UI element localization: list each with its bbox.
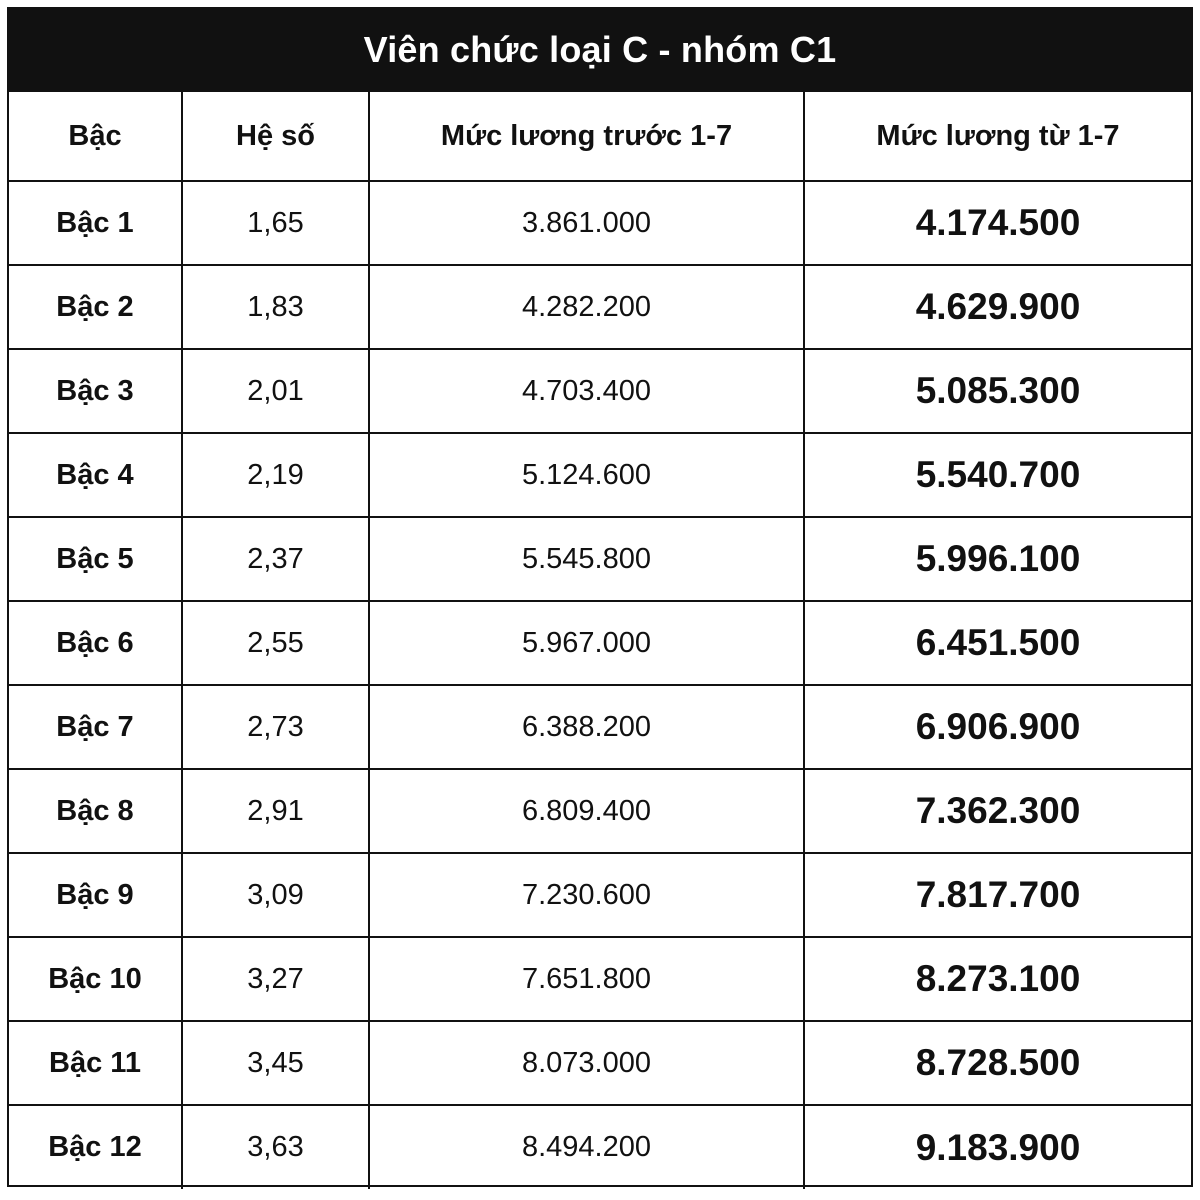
cell-level: Bậc 7 [9, 685, 182, 769]
header-salary-before: Mức lương trước 1-7 [369, 92, 804, 181]
table-row [9, 181, 1191, 265]
header-row [9, 92, 1191, 181]
cell-coefficient: 2,55 [182, 601, 369, 685]
cell-salary-before: 7.230.600 [369, 853, 804, 937]
header-salary-after: Mức lương từ 1-7 [804, 92, 1191, 181]
header-coefficient: Hệ số [182, 92, 369, 181]
cell-level: Bậc 4 [9, 433, 182, 517]
cell-salary-after: 5.540.700 [804, 433, 1191, 517]
cell-salary-after: 5.085.300 [804, 349, 1191, 433]
cell-level: Bậc 6 [9, 601, 182, 685]
cell-coefficient: 2,19 [182, 433, 369, 517]
cell-salary-after: 5.996.100 [804, 517, 1191, 601]
cell-salary-before: 4.282.200 [369, 265, 804, 349]
cell-coefficient: 2,73 [182, 685, 369, 769]
cell-level: Bậc 9 [9, 853, 182, 937]
cell-salary-before: 5.545.800 [369, 517, 804, 601]
cell-salary-before: 3.861.000 [369, 181, 804, 265]
cell-salary-before: 7.651.800 [369, 937, 804, 1021]
cell-coefficient: 2,91 [182, 769, 369, 853]
table-row [9, 265, 1191, 349]
salary-sheet [7, 7, 1193, 1187]
cell-salary-after: 7.817.700 [804, 853, 1191, 937]
table-row [9, 853, 1191, 937]
cell-salary-after: 8.728.500 [804, 1021, 1191, 1105]
cell-level: Bậc 5 [9, 517, 182, 601]
cell-level: Bậc 11 [9, 1021, 182, 1105]
table-row [9, 517, 1191, 601]
cell-coefficient: 2,01 [182, 349, 369, 433]
cell-salary-before: 5.124.600 [369, 433, 804, 517]
cell-salary-before: 5.967.000 [369, 601, 804, 685]
cell-coefficient: 2,37 [182, 517, 369, 601]
cell-salary-after: 7.362.300 [804, 769, 1191, 853]
table-row [9, 685, 1191, 769]
cell-level: Bậc 3 [9, 349, 182, 433]
cell-salary-before: 4.703.400 [369, 349, 804, 433]
table-row [9, 769, 1191, 853]
cell-coefficient: 1,83 [182, 265, 369, 349]
cell-level: Bậc 2 [9, 265, 182, 349]
cell-level: Bậc 8 [9, 769, 182, 853]
table-row [9, 1021, 1191, 1105]
cell-salary-after: 6.451.500 [804, 601, 1191, 685]
cell-salary-after: 8.273.100 [804, 937, 1191, 1021]
cell-level: Bậc 1 [9, 181, 182, 265]
table-title: Viên chức loại C - nhóm C1 [9, 9, 1191, 92]
header-level: Bậc [9, 92, 182, 181]
cell-coefficient: 1,65 [182, 181, 369, 265]
table-row [9, 937, 1191, 1021]
cell-coefficient: 3,27 [182, 937, 369, 1021]
table-row [9, 349, 1191, 433]
cell-salary-before: 6.809.400 [369, 769, 804, 853]
table-body [9, 181, 1191, 1189]
cell-level: Bậc 10 [9, 937, 182, 1021]
cell-level: Bậc 12 [9, 1105, 182, 1189]
table-row [9, 1105, 1191, 1189]
cell-salary-before: 8.494.200 [369, 1105, 804, 1189]
cell-coefficient: 3,09 [182, 853, 369, 937]
cell-salary-before: 8.073.000 [369, 1021, 804, 1105]
table-row [9, 601, 1191, 685]
cell-salary-after: 4.174.500 [804, 181, 1191, 265]
table-row [9, 433, 1191, 517]
cell-coefficient: 3,45 [182, 1021, 369, 1105]
table-header [9, 92, 1191, 181]
cell-salary-after: 9.183.900 [915, 1126, 1081, 1168]
cell-salary-before: 6.388.200 [369, 685, 804, 769]
cell-coefficient: 3,63 [182, 1105, 369, 1189]
salary-table [9, 92, 1191, 1189]
cell-salary-after: 6.906.900 [804, 685, 1191, 769]
cell-salary-after: 4.629.900 [804, 265, 1191, 349]
